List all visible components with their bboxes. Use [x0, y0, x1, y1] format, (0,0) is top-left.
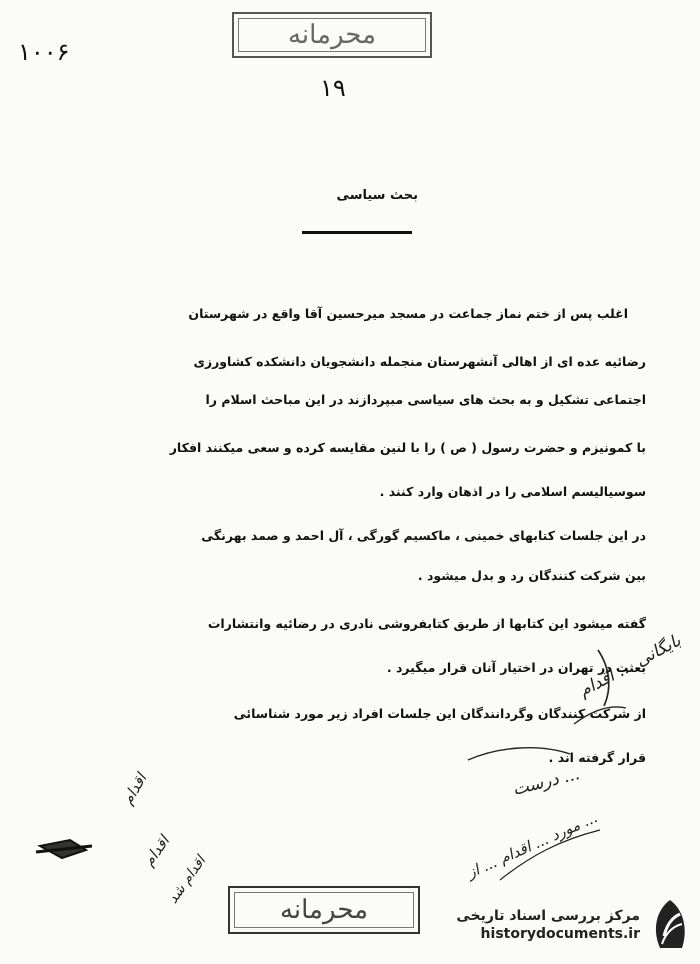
handwritten-note: ... درست [510, 764, 582, 800]
confidential-stamp-bottom: محرمانه [228, 886, 420, 934]
body-line: اغلب پس از ختم نماز جماعت در مسجد میرحسین آقا واقع در شهرستان [188, 306, 628, 321]
handwritten-margin-note: بایگانی ... اقدام [575, 630, 685, 702]
document-number: ۱۰۰۶ [18, 38, 70, 66]
body-line: از شرکت کنندگان وگردانندگان این جلسات افراد زیر مورد شناسائی [233, 706, 646, 721]
body-line: اجتماعی تشکیل و به بحث های سیاسی مبپردازند در این مباحث اسلام را [205, 392, 646, 407]
handwritten-note: اقدام [139, 832, 174, 870]
confidential-stamp-top: محرمانه [232, 12, 432, 58]
body-line: قرار گرفته اند . [548, 750, 646, 765]
body-line: گفته میشود این کتابها از طریق کتابفروشی نادری در رضائیه وانتشارات [207, 616, 646, 631]
archive-logo-icon [648, 896, 692, 956]
document-title: بحث سیاسی [336, 188, 418, 203]
body-line: سوسیالیسم اسلامی را در اذهان وارد کنند . [379, 484, 646, 499]
handwritten-note: اقدام شد [164, 853, 210, 907]
handwritten-note: اقدام [118, 770, 151, 808]
watermark-url: historydocuments.ir [480, 926, 640, 942]
body-line: در این جلسات کتابهای خمینی ، ماکسیم گورگی ، آل احمد و صمد بهرنگی [201, 528, 646, 543]
handwritten-note: ... مورد ... اقدام ... از [464, 808, 601, 882]
body-line: با کمونیزم و حضرت رسول ( ص ) را با لنین مقایسه کرده و سعی میکنند افکار [169, 440, 646, 455]
body-line: رضائیه عده ای از اهالی آنشهرستان منجمله دانشجویان دانشکده کشاورزی [193, 354, 646, 369]
body-line: بین شرکت کنندگان رد و بدل میشود . [417, 568, 646, 583]
body-line: بعثت در تهران در اختیار آنان قرار میگیرد . [386, 660, 646, 675]
page-number: ۱۹ [320, 74, 346, 102]
watermark [456, 908, 640, 942]
watermark-text: مرکز بررسی اسناد تاریخی [456, 908, 640, 924]
